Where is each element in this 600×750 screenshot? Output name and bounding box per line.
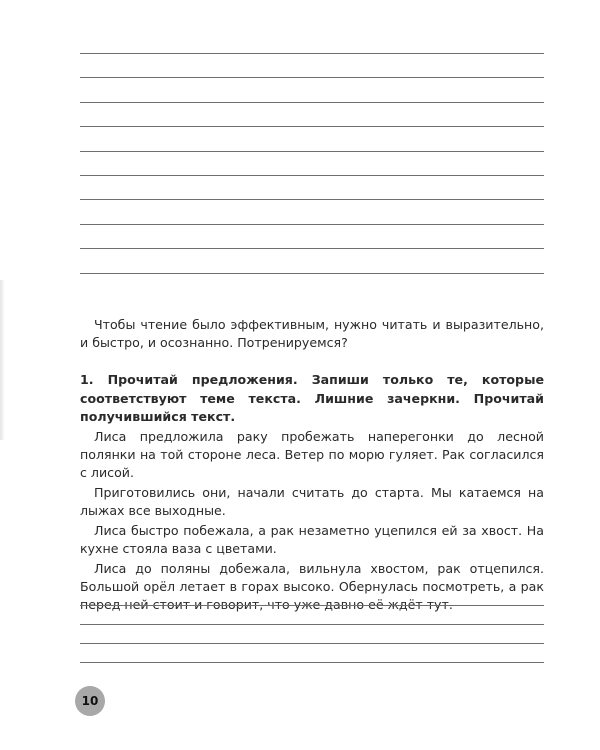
writing-line[interactable] — [80, 199, 544, 200]
writing-line[interactable] — [80, 126, 544, 127]
story-paragraph: Лиса до поляны добежала, вильнула хвостом, рак отцепился. Большой орёл летает в горах высоко. Обернулась посмотреть, а рак перед ней стоит и говорит, что уже давно её ждёт тут. — [80, 561, 544, 612]
story-paragraph: Лиса предложила раку пробежать наперегонки до лесной полянки на той стороне леса. Ветер по морю гуляет. Рак согласился с лисой. — [80, 429, 544, 480]
writing-line[interactable] — [80, 624, 544, 625]
writing-line[interactable] — [80, 53, 544, 54]
writing-line[interactable] — [80, 662, 544, 663]
writing-line[interactable] — [80, 224, 544, 225]
writing-line[interactable] — [80, 151, 544, 152]
page-edge-shadow — [0, 280, 5, 440]
writing-line[interactable] — [80, 102, 544, 103]
task-instruction: 1. Прочитай предложения. Запиши только те, которые соответствуют теме текста. Лишние зачеркни. Прочитай получившийся текст. — [80, 372, 544, 424]
writing-lines-top[interactable] — [80, 53, 544, 297]
writing-line[interactable] — [80, 605, 544, 606]
page-number: 10 — [75, 686, 105, 716]
writing-line[interactable] — [80, 77, 544, 78]
writing-line[interactable] — [80, 248, 544, 249]
story-paragraph: Лиса быстро побежала, а рак незаметно уцепился ей за хвост. На кухне стояла ваза с цветами. — [80, 523, 544, 556]
writing-line[interactable] — [80, 175, 544, 176]
story-paragraph: Приготовились они, начали считать до старта. Мы катаемся на лыжах все выходные. — [80, 485, 544, 518]
intro-text: Чтобы чтение было эффективным, нужно читать и выразительно, и быстро, и осознанно. Потренируемся? — [80, 317, 544, 350]
writing-line[interactable] — [80, 643, 544, 644]
story-text — [80, 428, 544, 616]
writing-lines-bottom[interactable] — [80, 605, 544, 681]
writing-line[interactable] — [80, 273, 544, 274]
